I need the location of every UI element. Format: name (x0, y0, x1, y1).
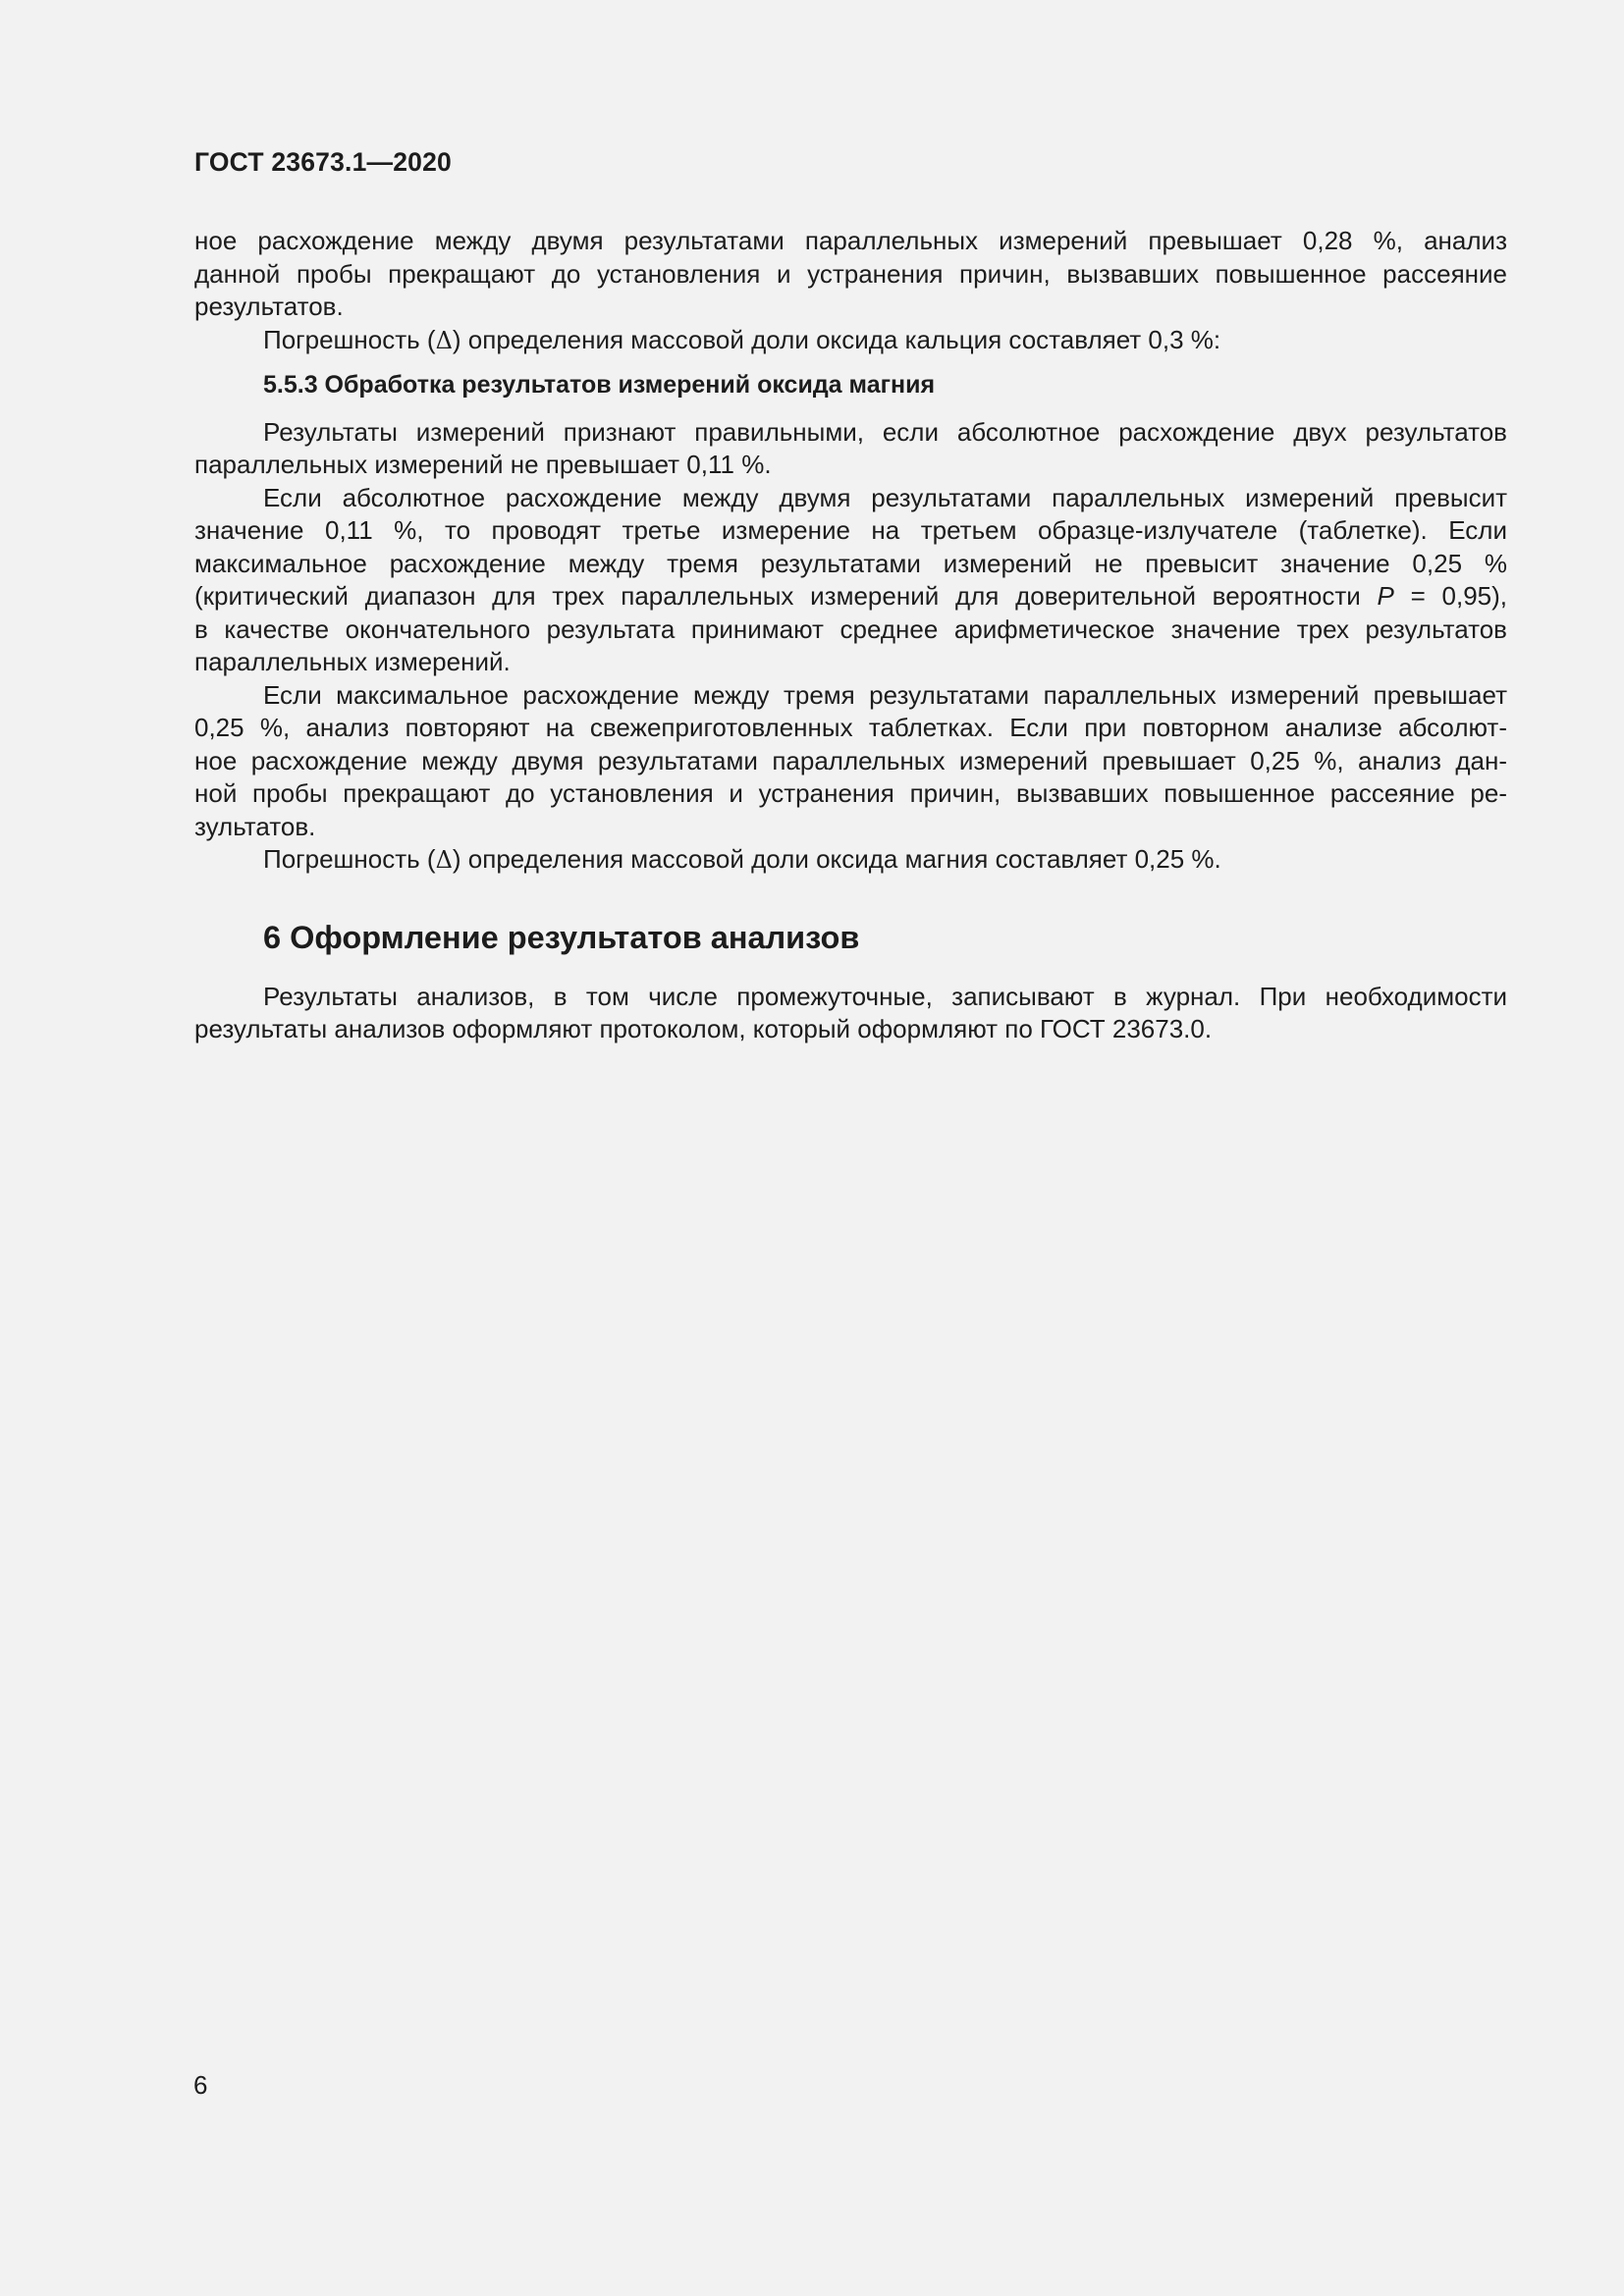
delta-symbol: Δ (435, 326, 453, 354)
page-number: 6 (193, 2070, 208, 2100)
text-fragment: = 0,95), (1393, 581, 1507, 611)
magnesium-error-statement (194, 843, 1507, 877)
paragraph (194, 416, 1507, 482)
text-line: 0,25 %, анализ повторяют на свежеприготовленных таблетках. Если при повторном анализе абсолют- (194, 713, 1507, 742)
text-line: Результаты измерений признают правильными, если абсолютное расхождение двух результатов (263, 416, 1507, 447)
document-header: ГОСТ 23673.1—2020 (194, 147, 452, 177)
delta-symbol: Δ (435, 846, 453, 874)
text-fragment: ) определения массовой доли оксида магния составляет 0,25 %. (452, 844, 1221, 874)
text-fragment: Погрешность ( (263, 844, 436, 874)
text-line: параллельных измерений. (194, 647, 511, 676)
text-fragment: Погрешность ( (263, 324, 436, 354)
text-fragment: ) определения массовой доли оксида кальция составляет 0,3 %: (452, 324, 1221, 354)
text-line: Результаты анализов, в том числе промежуточные, записывают в журнал. При необходимости (263, 981, 1507, 1011)
text-line: Если максимальное расхождение между тремя результатами параллельных измерений превышает (263, 679, 1507, 710)
continuation-paragraph (194, 225, 1507, 324)
text-line: данной пробы прекращают до установления и устранения причин, вызвавших повышенное рассеяние (194, 258, 1507, 289)
text-line: значение 0,11 %, то проводят третье измерение на третьем образце-излучателе (таблетке). Если (194, 515, 1507, 545)
subsection-heading-5-5-3: 5.5.3 Обработка результатов измерений оксида магния (263, 371, 936, 399)
paragraph (194, 482, 1507, 679)
text-line: ное расхождение между двумя результатами параллельных измерений превышает 0,28 %, анализ (194, 226, 1507, 255)
paragraph (194, 981, 1507, 1046)
text-line: результатов. (194, 292, 344, 321)
text-line: максимальное расхождение между тремя результатами измерений не превысит значение 0,25 % (194, 548, 1507, 578)
document-body (194, 225, 1507, 1046)
text-line (194, 580, 1507, 614)
text-fragment: (критический диапазон для трех параллельных измерений для доверительной вероятности (194, 581, 1378, 611)
text-line: ной пробы прекращают до установления и устранения причин, вызвавших повышенное рассеяние ре- (194, 778, 1507, 808)
text-line: Если абсолютное расхождение между двумя результатами параллельных измерений превысит (263, 482, 1507, 512)
text-line: ное расхождение между двумя результатами параллельных измерений превышает 0,25 %, анализ дан- (194, 745, 1507, 775)
calcium-error-statement (194, 324, 1507, 357)
text-line: параллельных измерений не превышает 0,11 %. (194, 450, 772, 479)
section-heading-6: 6 Оформление результатов анализов (263, 919, 860, 955)
text-line: зультатов. (194, 811, 316, 841)
variable-p: P (1377, 581, 1394, 611)
text-line: в качестве окончательного результата принимают среднее арифметическое значение трех результатов (194, 614, 1507, 644)
text-line: результаты анализов оформляют протоколом, который оформляют по ГОСТ 23673.0. (194, 1014, 1213, 1043)
paragraph (194, 679, 1507, 844)
